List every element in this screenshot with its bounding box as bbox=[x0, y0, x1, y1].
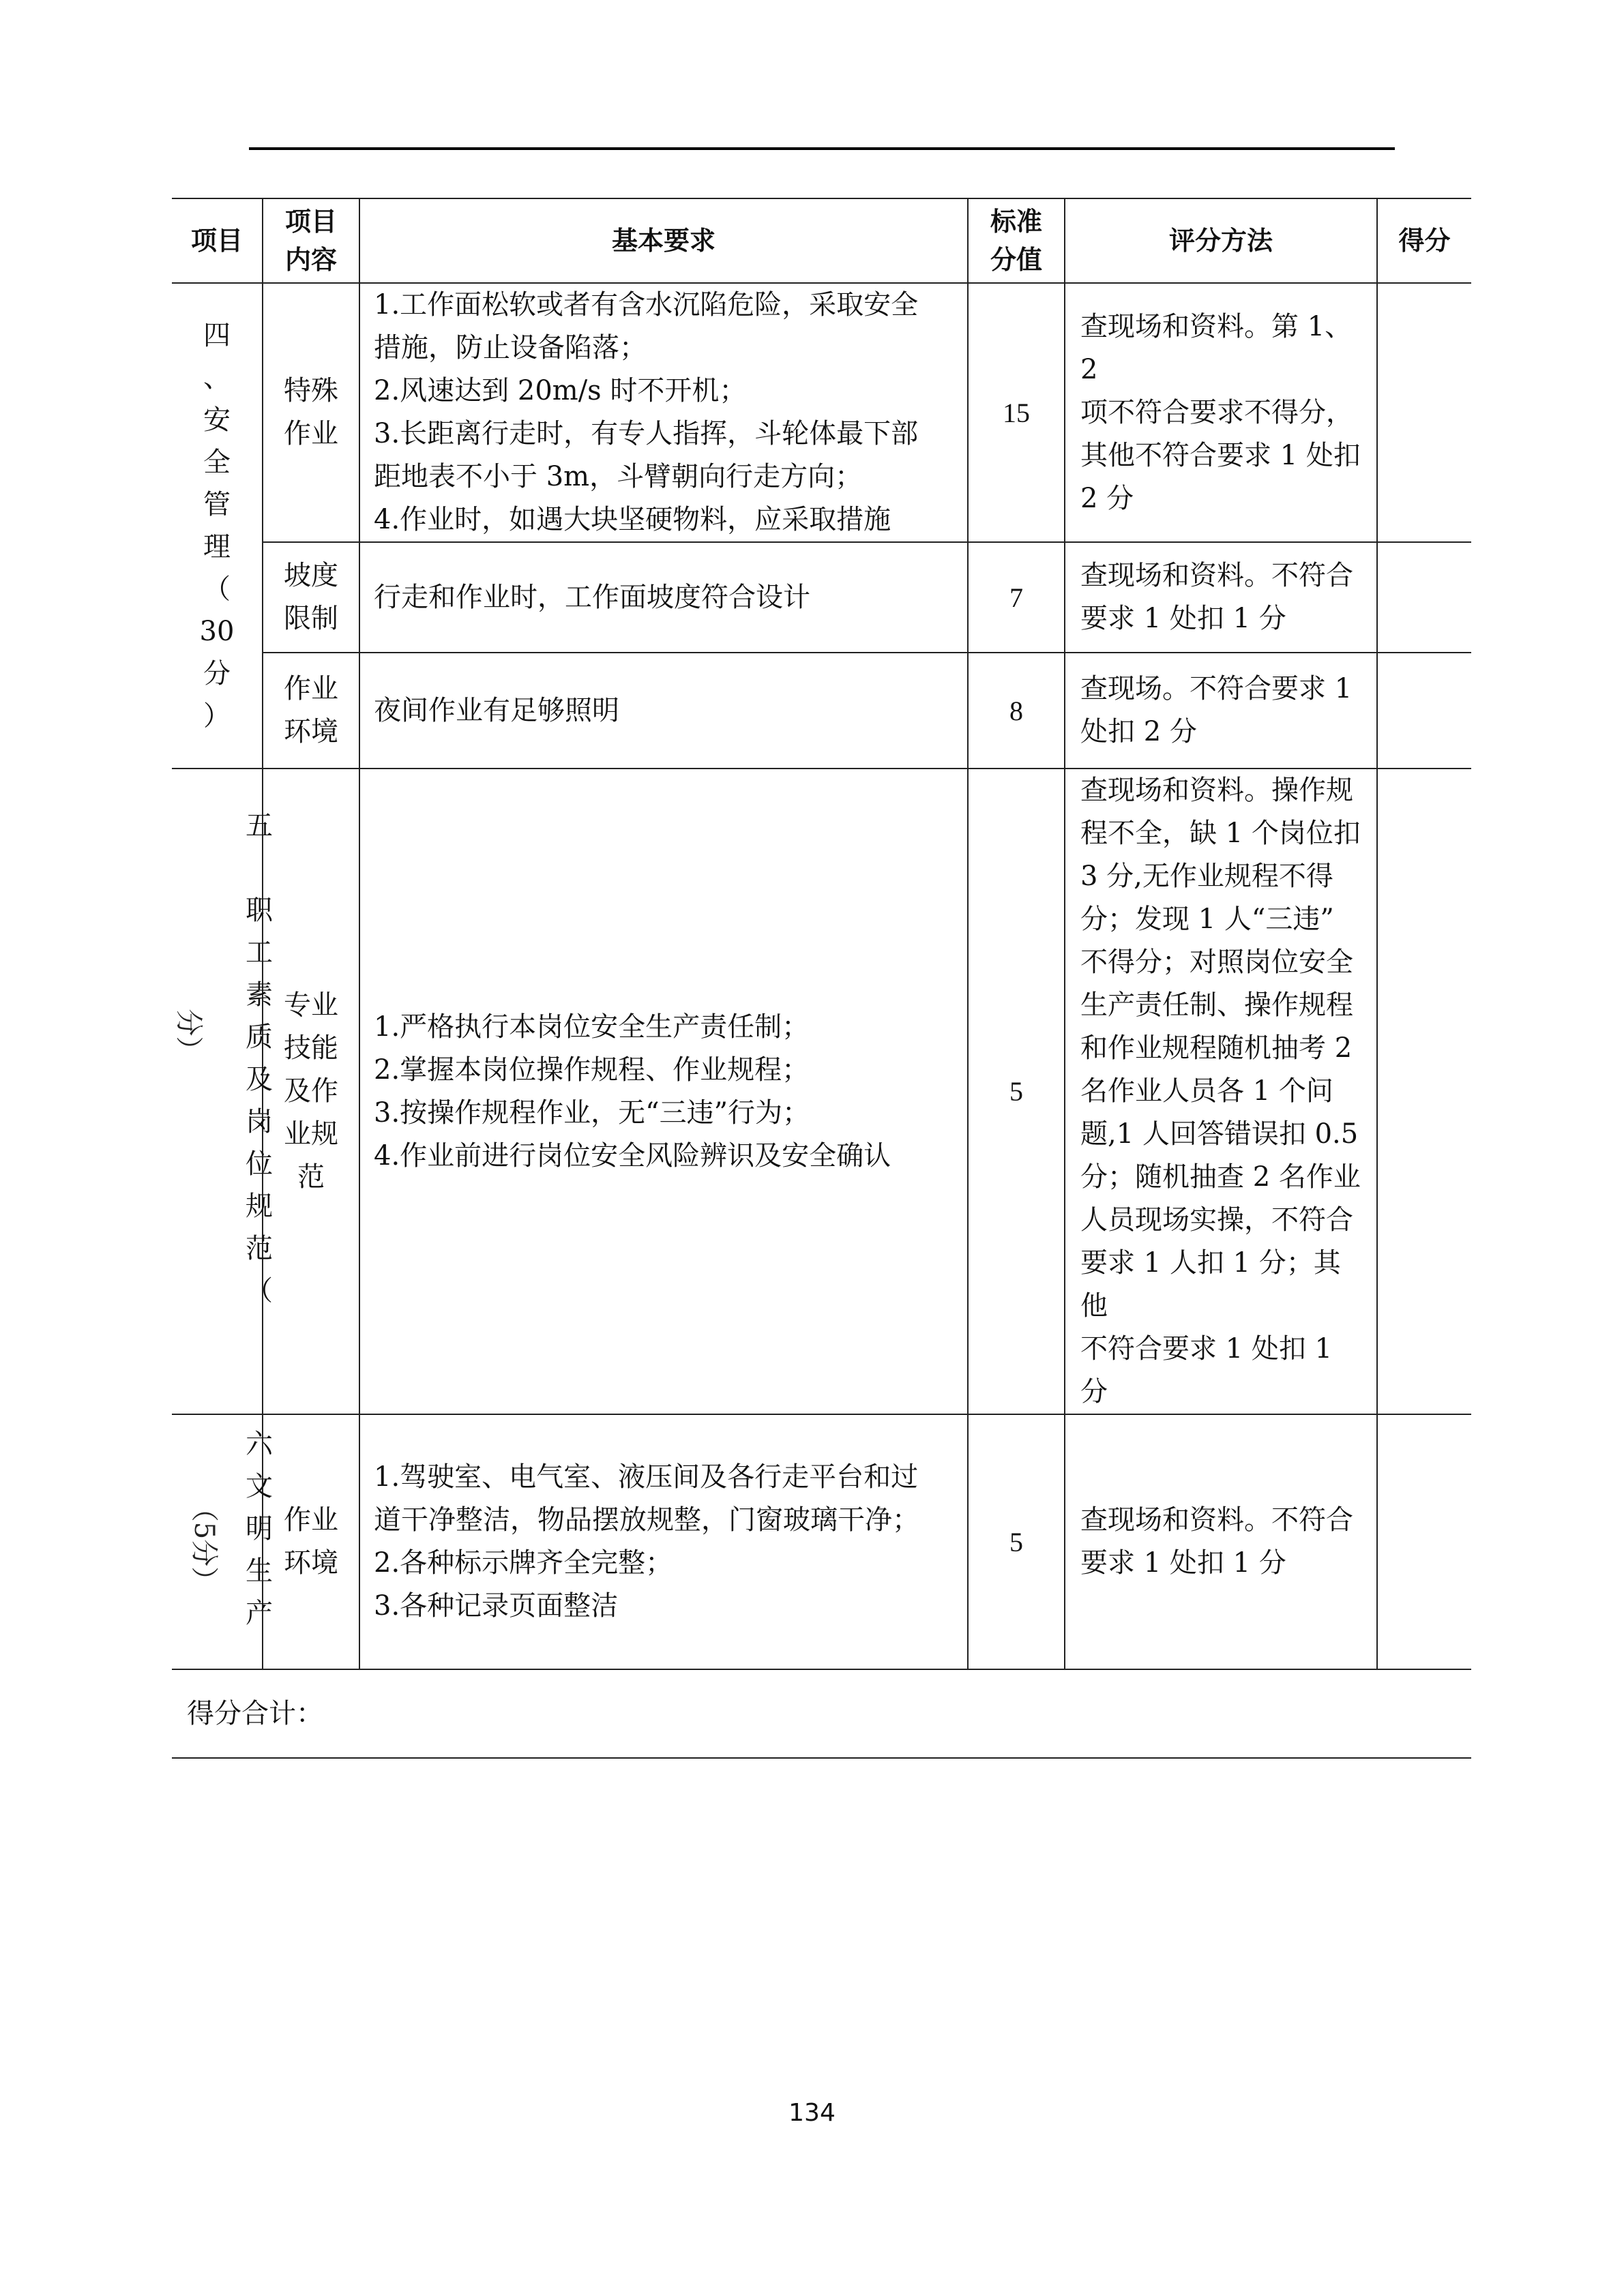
section-title-staff-quality bbox=[172, 769, 273, 1414]
section-title-char: 位 bbox=[246, 1148, 273, 1180]
header-method: 评分方法 bbox=[1065, 198, 1377, 283]
total-label: 得分合计： bbox=[172, 1669, 1471, 1758]
table-row bbox=[172, 542, 1471, 653]
section-side-text: 分） bbox=[173, 1009, 205, 1064]
row-score: 8 bbox=[968, 653, 1065, 769]
row-score: 7 bbox=[968, 542, 1065, 653]
row-requirements: 1.严格执行本岗位安全生产责任制； 2.掌握本岗位操作规程、作业规程； 3.按操作规程作业，无“三违”行为； 4.作业前进行岗位安全风险辨识及安全确认 bbox=[359, 769, 968, 1414]
section-title-char: 明 bbox=[246, 1513, 273, 1545]
table-row bbox=[172, 769, 1471, 1414]
section-title-char: 规 bbox=[246, 1191, 273, 1222]
row-method: 查现场。不符合要求 1 处扣 2 分 bbox=[1065, 653, 1377, 769]
section-title-char: 及 bbox=[246, 1064, 273, 1095]
header-score bbox=[968, 198, 1065, 283]
table-row bbox=[172, 653, 1471, 769]
row-result bbox=[1377, 653, 1471, 769]
row-result bbox=[1377, 1414, 1471, 1669]
section-title-char: 、 bbox=[203, 362, 231, 393]
row-requirements: 夜间作业有足够照明 bbox=[359, 653, 968, 769]
row-content: 专业 技能 及作 业规 范 bbox=[263, 769, 359, 1414]
section-title-char: （ bbox=[246, 1275, 273, 1307]
section-title-char: ） bbox=[203, 700, 231, 732]
table-row bbox=[172, 1414, 1471, 1669]
section-title-char: 管 bbox=[203, 489, 231, 520]
row-method: 查现场和资料。操作规 程不全，缺 1 个岗位扣 3 分,无作业规程不得 分；发现 1 人“三违” 不得分；对照岗位安全 生产责任制、操作规程 和作业规程随机抽考 2 名作业人员各 1 个问 题,1 人回答错误扣 0.5 分；随机抽查 2 名作业 人员现场实操，不符合 要求 1 人扣 1 分；其他 不符合要求 1 处扣 1 分 bbox=[1065, 769, 1377, 1414]
header-content-text: 项目内容 bbox=[284, 207, 337, 275]
header-content bbox=[263, 198, 359, 283]
row-score: 5 bbox=[968, 769, 1065, 1414]
row-content: 特殊 作业 bbox=[263, 283, 359, 542]
header-requirement: 基本要求 bbox=[359, 198, 968, 283]
section-title-char: 分 bbox=[203, 658, 231, 689]
section-title-safety-management bbox=[172, 283, 263, 769]
row-result bbox=[1377, 769, 1471, 1414]
header-item: 项目 bbox=[172, 198, 263, 283]
section-side-text: （5分） bbox=[188, 1494, 220, 1594]
section-title-char: 理 bbox=[203, 531, 231, 563]
section-title-char: 质 bbox=[246, 1022, 273, 1053]
row-requirements: 1.驾驶室、电气室、液压间及各行走平台和过 道干净整洁，物品摆放规整，门窗玻璃干净； 2.各种标示牌齐全完整； 3.各种记录页面整洁 bbox=[359, 1414, 968, 1669]
row-method: 查现场和资料。第 1、2 项不符合要求不得分， 其他不符合要求 1 处扣 2 分 bbox=[1065, 283, 1377, 542]
section-title-char: 职 bbox=[246, 895, 273, 926]
row-content: 作业 环境 bbox=[263, 1414, 359, 1669]
header-score-text: 标准分值 bbox=[990, 207, 1042, 275]
section-title-char: 生 bbox=[246, 1555, 273, 1587]
section-title-char: 五 bbox=[246, 810, 273, 841]
row-score: 15 bbox=[968, 283, 1065, 542]
section-title-char: 文 bbox=[246, 1471, 273, 1502]
table-row bbox=[172, 283, 1471, 542]
section-title-char: 素 bbox=[246, 979, 273, 1011]
row-content: 作业 环境 bbox=[263, 653, 359, 769]
row-score: 5 bbox=[968, 1414, 1065, 1669]
section-title-char: 六 bbox=[246, 1429, 273, 1460]
row-requirements: 行走和作业时，工作面坡度符合设计 bbox=[359, 542, 968, 653]
section-title-char: 工 bbox=[246, 937, 273, 968]
section-title-char: （ bbox=[203, 573, 231, 605]
page-number: 134 bbox=[788, 2099, 836, 2127]
row-result bbox=[1377, 542, 1471, 653]
total-row bbox=[172, 1669, 1471, 1758]
section-title-char: 30 bbox=[199, 616, 235, 647]
section-title-char: 范 bbox=[246, 1233, 273, 1264]
section-title-civilized-production bbox=[172, 1414, 273, 1669]
row-method: 查现场和资料。不符合 要求 1 处扣 1 分 bbox=[1065, 1414, 1377, 1669]
section-title-char: 岗 bbox=[246, 1106, 273, 1137]
row-result bbox=[1377, 283, 1471, 542]
section-title-char: 四 bbox=[203, 320, 231, 351]
header-rule bbox=[249, 147, 1395, 150]
section-title-char: 全 bbox=[203, 447, 231, 478]
header-result: 得分 bbox=[1377, 198, 1471, 283]
section-title-char: 安 bbox=[203, 404, 231, 436]
row-content: 坡度 限制 bbox=[263, 542, 359, 653]
row-method: 查现场和资料。不符合 要求 1 处扣 1 分 bbox=[1065, 542, 1377, 653]
row-requirements: 1.工作面松软或者有含水沉陷危险，采取安全 措施，防止设备陷落； 2.风速达到 20m/s 时不开机； 3.长距离行走时，有专人指挥，斗轮体最下部 距地表不小于 3m，斗臂朝向行走方向； 4.作业时，如遇大块坚硬物料，应采取措施 bbox=[359, 283, 968, 542]
section-title-char: 产 bbox=[246, 1598, 273, 1629]
scoring-table bbox=[172, 198, 1471, 1759]
header-row bbox=[172, 198, 1471, 283]
